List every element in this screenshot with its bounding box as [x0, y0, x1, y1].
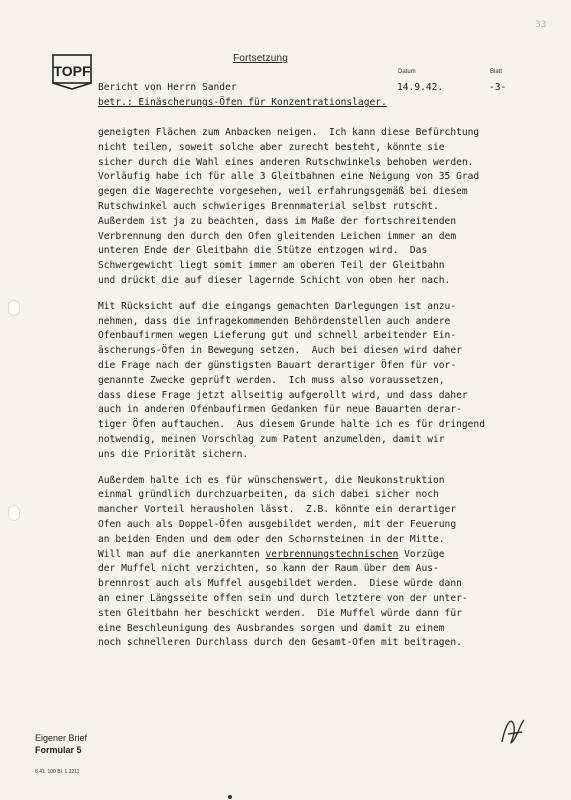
text-line: und drückt die auf dieser lagernde Schicht von oben her nach. — [98, 274, 451, 286]
punch-hole — [8, 300, 20, 316]
datum-label: Datum — [398, 69, 416, 75]
bericht-line: Bericht von Herrn Sander — [98, 82, 237, 93]
text-line: Ofen auch als Doppel-Öfen ausgebildet werden, mit der Feuerung — [98, 518, 457, 530]
text-line: nicht teilen, soweit solche aber zurecht besteht, könnte sie — [98, 141, 445, 153]
text-line: Will man auf die anerkannten verbrennungstechnischen Vorzüge — [98, 548, 445, 560]
paragraph — [98, 300, 543, 463]
text-line: gegen die Wagerechte vorgesehen, weil erfahrungsgemäß bei diesem — [98, 186, 468, 198]
text-line: an einer Längsseite offen sein und durch letztere von der unter- — [98, 592, 468, 604]
text-line: dass diese Frage jetzt allseitig aufgerollt wird, und dass daher — [98, 389, 468, 401]
text-line: noch schnelleren Durchlass durch den Gesamt-Ofen mit beitragen. — [98, 637, 462, 649]
letter-body — [98, 126, 543, 662]
text-line: uns die Priorität sichern. — [98, 448, 249, 460]
text-line: sicher durch die Wahl eines anderen Rutschwinkels behoben werden. — [98, 156, 474, 168]
text-line: Vorläufig habe ich für alle 3 Gleitbahnen eine Neigung von 35 Grad — [98, 171, 480, 183]
paragraph — [98, 474, 543, 652]
letter-date: 14.9.42. — [397, 82, 444, 93]
text-line: Verbrennung den durch den Ofen gleitenden Leichen immer an dem — [98, 230, 457, 242]
footer-formular: Formular 5 — [35, 745, 82, 755]
text-line: sten Gleitbahn her beschickt werden. Die Muffel würde dann für — [98, 607, 462, 619]
text-line: Außerdem halte ich es für wünschenswert, die Neukonstruktion — [98, 474, 445, 486]
page-mark: 33 — [535, 20, 547, 30]
signature-mark — [498, 712, 528, 750]
text-line: Ofenbaufirmen wegen Lieferung gut und schnell arbeitender Ein- — [98, 330, 457, 342]
text-line: notwendig, meinen Vorschlag zum Patent anzumelden, damit wir — [98, 433, 445, 445]
text-line: die Frage nach der günstigsten Bauart derartiger Öfen für vor- — [98, 359, 457, 371]
underlined-term: verbrennungstechnischen — [265, 548, 399, 560]
footer-print-code: 8.41. 100 Bl. 1.3211 — [35, 769, 80, 775]
text-line: geneigten Flächen zum Anbacken neigen. Ich kann diese Befürchtung — [98, 127, 480, 138]
text-line: tiger Öfen auftauchen. Aus diesem Grunde halte ich es für dringend — [98, 419, 485, 431]
topf-logo — [52, 52, 92, 90]
margin-mark — [228, 795, 232, 799]
text-line: einmal gründlich durchzuarbeiten, da sich dabei sicher noch — [98, 489, 439, 501]
svg-text:TOPF: TOPF — [53, 63, 91, 79]
footer-brief: Eigener Brief — [35, 733, 88, 743]
text-line: an beiden Enden und dem oder den Schornsteinen in der Mitte. — [98, 533, 445, 545]
text-line: Mit Rücksicht auf die eingangs gemachten Darlegungen ist anzu- — [98, 300, 457, 312]
letterhead-title: Fortsetzung — [233, 53, 289, 64]
text-line: der Muffel nicht verzichten, so kann der Raum über dem Aus- — [98, 563, 439, 575]
text-line: eine Beschleunigung des Ausbrandes sorgen und damit zu einem — [98, 622, 445, 634]
text-line: nehmen, dass die infragekommenden Behördenstellen auch andere — [98, 315, 451, 327]
text-line: brennrost auch als Muffel ausgebildet werden. Diese würde dann — [98, 578, 462, 590]
text-line: äscherungs-Öfen in Bewegung setzen. Auch bei diesen wird daher — [98, 345, 462, 357]
text-line: Außerdem ist ja zu beachten, dass im Maße der fortschreitenden — [98, 215, 457, 227]
text-line: auch in anderen Ofenbaufirmen Gedanken für neue Bauarten derar- — [98, 404, 462, 416]
paragraph — [98, 126, 543, 289]
sheet-number: -3- — [489, 82, 507, 93]
blatt-label: Blatt — [490, 69, 503, 75]
punch-hole — [8, 505, 20, 521]
text-line: mancher Vorteil herausholen lässt. Z.B. könnte ein derartiger — [98, 504, 457, 516]
text-line: Rutschwinkel auch schwieriges Brennmaterial selbst rutscht. — [98, 200, 439, 212]
text-line: unteren Ende der Gleitbahn die Stütze entzogen wird. Das — [98, 245, 428, 257]
text-line: genannte Zwecke geprüft werden. Ich muss also voraussetzen, — [98, 374, 445, 386]
text-line: Schwergewicht liegt somit immer am oberen Teil der Gleitbahn — [98, 260, 445, 272]
subject-line: betr.: Einäscherungs-Öfen für Konzentrationslager. — [98, 97, 387, 108]
